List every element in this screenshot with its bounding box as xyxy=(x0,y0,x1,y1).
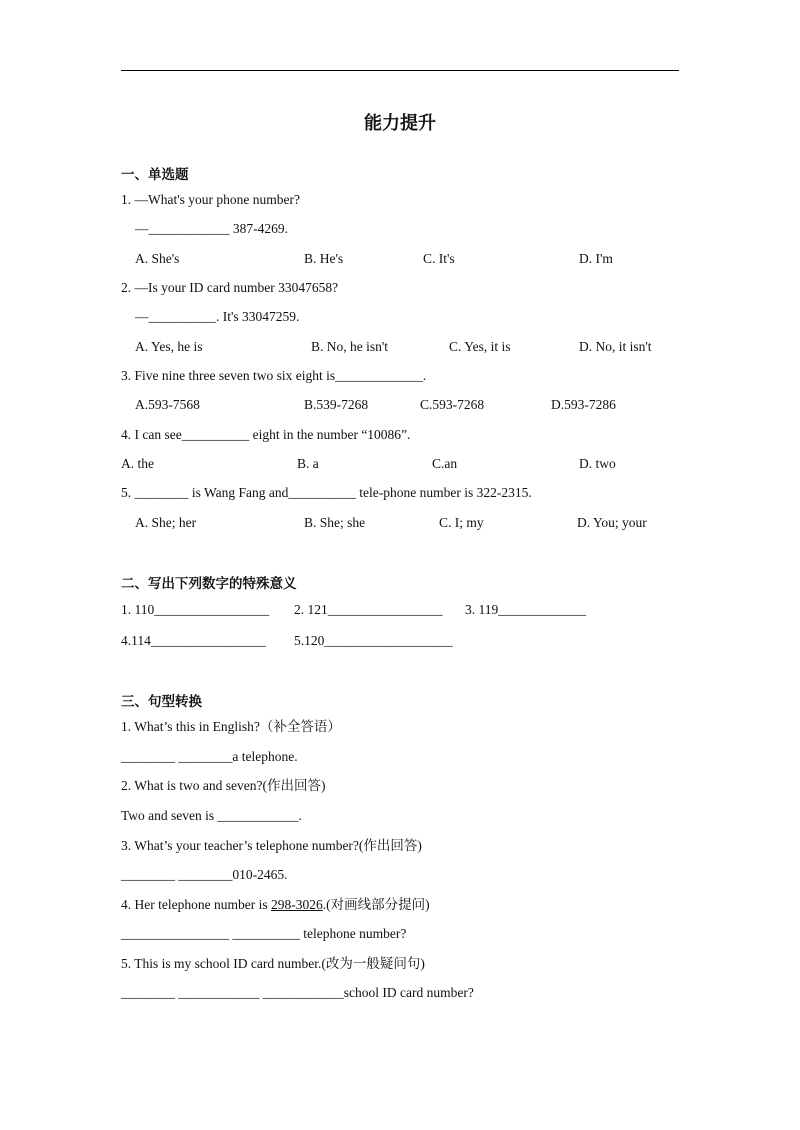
answer-line: —__________. It's 33047259. xyxy=(135,309,300,324)
option: B. a xyxy=(297,456,319,471)
page-title: 能力提升 xyxy=(364,113,436,134)
option: D. I'm xyxy=(579,251,613,266)
option: D. two xyxy=(579,456,616,471)
question-text: 1. —What's your phone number? xyxy=(121,192,301,207)
transform-question: 1. What’s this in English?（补全答语） xyxy=(121,719,341,734)
option: B. No, he isn't xyxy=(311,339,389,354)
transform-answer: ________________ __________ telephone number? xyxy=(121,926,407,941)
option: A. She's xyxy=(135,251,180,266)
transform-answer: Two and seven is ____________. xyxy=(121,808,302,823)
number-item: 3. 119_____________ xyxy=(465,602,586,617)
section-heading: 三、句型转换 xyxy=(121,694,202,710)
transform-answer: ________ ________010-2465. xyxy=(121,867,288,882)
question-prefix: 4. Her telephone number is xyxy=(121,897,271,912)
option: B. He's xyxy=(304,251,344,266)
answer-line: —____________ 387-4269. xyxy=(135,221,288,236)
option: C. Yes, it is xyxy=(449,339,511,354)
underlined-number: 298-3026 xyxy=(270,897,323,912)
transform-question: 5. This is my school ID card number.(改为一般疑问句) xyxy=(121,956,425,971)
transform-answer: ________ ____________ ____________school ID card number? xyxy=(121,985,474,1000)
number-item: 4.114_________________ xyxy=(121,633,266,648)
option: A. She; her xyxy=(135,515,197,530)
question-text: 4. I can see__________ eight in the number “10086”. xyxy=(121,427,411,442)
header-rule xyxy=(121,70,679,71)
section-heading: 一、单选题 xyxy=(121,167,189,183)
option: B.539-7268 xyxy=(304,397,369,412)
transform-question: 2. What is two and seven?(作出回答) xyxy=(121,778,326,793)
option: D. No, it isn't xyxy=(579,339,652,354)
number-item: 5.120___________________ xyxy=(294,633,453,648)
option: C.593-7268 xyxy=(420,397,485,412)
number-item: 1. 110_________________ xyxy=(121,602,269,617)
option: C.an xyxy=(432,456,458,471)
option: D. You; your xyxy=(577,515,647,530)
transform-answer: ________ ________a telephone. xyxy=(121,749,298,764)
option: D.593-7286 xyxy=(551,397,616,412)
option: B. She; she xyxy=(304,515,366,530)
question-text: 5. ________ is Wang Fang and__________ tele-phone number is 322-2315. xyxy=(121,485,532,500)
transform-question: 3. What’s your teacher’s telephone number?(作出回答) xyxy=(121,838,422,853)
option: A.593-7568 xyxy=(135,397,200,412)
question-suffix: .(对画线部分提问) xyxy=(322,897,430,912)
question-text: 2. —Is your ID card number 33047658? xyxy=(121,280,339,295)
question-text: 3. Five nine three seven two six eight is_____________. xyxy=(121,368,427,383)
section-heading: 二、写出下列数字的特殊意义 xyxy=(121,576,297,592)
option: A. the xyxy=(121,456,154,471)
option: A. Yes, he is xyxy=(135,339,203,354)
option: C. I; my xyxy=(439,515,484,530)
number-item: 2. 121_________________ xyxy=(294,602,443,617)
transform-question xyxy=(121,896,430,914)
option: C. It's xyxy=(423,251,455,266)
